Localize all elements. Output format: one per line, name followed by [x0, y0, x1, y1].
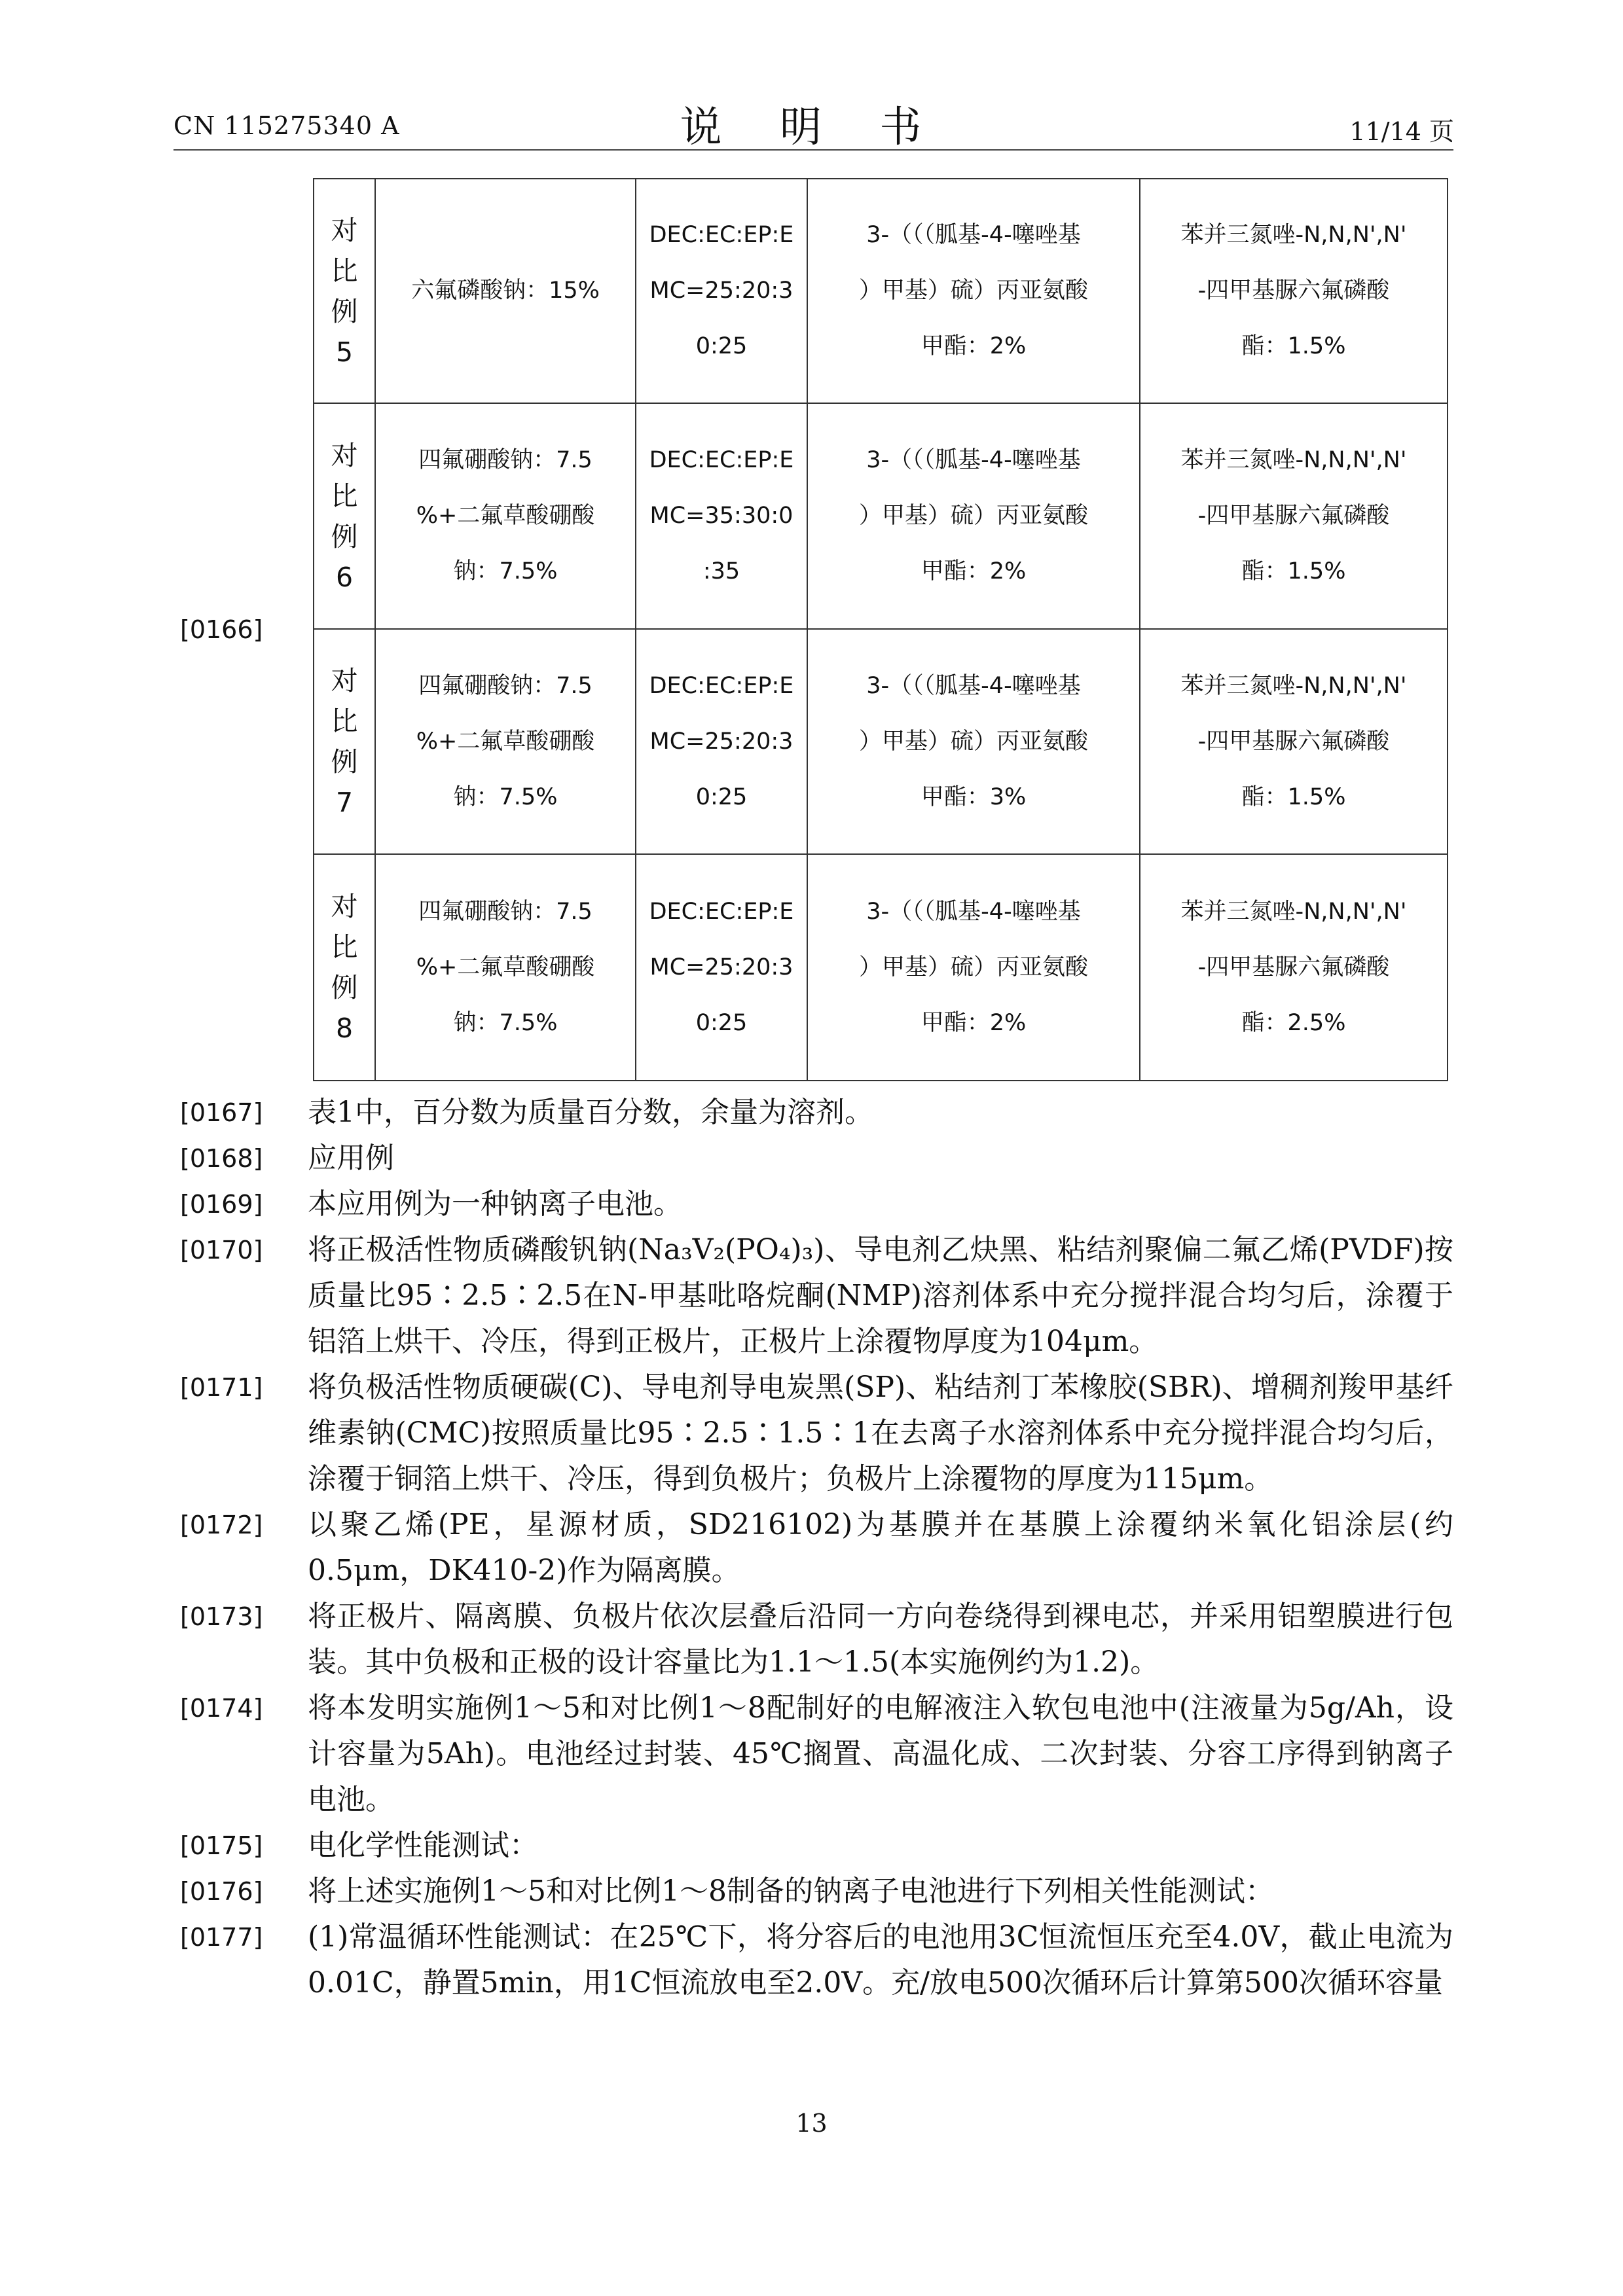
paragraph [180, 1869, 1453, 1914]
additive1-cell: 3-（（（胍基-4-噻唑基 ）甲基）硫）丙亚氨酸 甲酯：3% [807, 629, 1140, 854]
additive1-cell: 3-（（（胍基-4-噻唑基 ）甲基）硫）丙亚氨酸 甲酯：2% [807, 179, 1140, 403]
salt-cell: 四氟硼酸钠：7.5 %+二氟草酸硼酸 钠：7.5% [375, 854, 636, 1081]
paragraph [180, 1594, 1453, 1685]
table-row [314, 854, 1448, 1081]
paragraph-text: (1)常温循环性能测试：在25℃下，将分容后的电池用3C恒流恒压充至4.0V，截止电流为0.01C，静置5min，用1C恒流放电至2.0V。充/放电500次循环后计算第500次循环容量 [308, 1920, 1453, 2000]
paragraph-text: 电化学性能测试： [308, 1829, 538, 1862]
paragraph-number: [0170] [180, 1236, 263, 1265]
additive1-cell: 3-（（（胍基-4-噻唑基 ）甲基）硫）丙亚氨酸 甲酯：2% [807, 403, 1140, 629]
table-row [314, 629, 1448, 854]
paragraph [180, 1227, 1453, 1365]
paragraph-number: [0167] [180, 1098, 263, 1127]
patent-number: CN 115275340 A [173, 111, 400, 140]
additive1-cell: 3-（（（胍基-4-噻唑基 ）甲基）硫）丙亚氨酸 甲酯：2% [807, 854, 1140, 1081]
paragraph-number: [0172] [180, 1511, 263, 1539]
paragraph-text: 将负极活性物质硬碳(C)、导电剂导电炭黑(SP)、粘结剂丁苯橡胶(SBR)、增稠剂羧甲基纤维素钠(CMC)按照质量比95∶2.5∶1.5∶1在去离子水溶剂体系中充分搅拌混合均匀后，涂覆于铜箔上烘干、冷压，得到负极片；负极片上涂覆物的厚度为115μm。 [308, 1371, 1453, 1496]
paragraph [180, 1685, 1453, 1823]
table-paragraph-number: [0166] [180, 615, 263, 644]
salt-cell: 六氟磷酸钠：15% [375, 179, 636, 403]
solvent-cell: DEC:EC:EP:E MC=25:20:3 0:25 [636, 629, 807, 854]
row-label: 对 比 例 7 [314, 629, 375, 854]
paragraph [180, 1914, 1453, 2006]
paragraph-text: 将正极片、隔离膜、负极片依次层叠后沿同一方向卷绕得到裸电芯，并采用铝塑膜进行包装。其中负极和正极的设计容量比为1.1～1.5(本实施例约为1.2)。 [308, 1600, 1453, 1679]
table-row [314, 403, 1448, 629]
header-divider [173, 149, 1453, 151]
paragraph-number: [0176] [180, 1877, 263, 1906]
paragraph [180, 1823, 1453, 1869]
paragraph-number: [0173] [180, 1602, 263, 1631]
paragraph-text: 表1中，百分数为质量百分数，余量为溶剂。 [308, 1096, 873, 1129]
solvent-cell: DEC:EC:EP:E MC=25:20:3 0:25 [636, 854, 807, 1081]
paragraph [180, 1365, 1453, 1502]
additive2-cell: 苯并三氮唑-N,N,N',N' -四甲基脲六氟磷酸 酯：1.5% [1140, 179, 1448, 403]
paragraph-text: 将正极活性物质磷酸钒钠(Na₃V₂(PO₄)₃)、导电剂乙炔黑、粘结剂聚偏二氟乙烯(PVDF)按质量比95∶2.5∶2.5在N-甲基吡咯烷酮(NMP)溶剂体系中充分搅拌混合均匀后，涂覆于铝箔上烘干、冷压，得到正极片，正极片上涂覆物厚度为104μm。 [308, 1233, 1453, 1358]
salt-cell: 四氟硼酸钠：7.5 %+二氟草酸硼酸 钠：7.5% [375, 629, 636, 854]
paragraph [180, 1502, 1453, 1594]
paragraph-number: [0175] [180, 1831, 263, 1860]
solvent-cell: DEC:EC:EP:E MC=35:30:0 :35 [636, 403, 807, 629]
paragraph-text: 本应用例为一种钠离子电池。 [308, 1187, 682, 1221]
salt-cell: 四氟硼酸钠：7.5 %+二氟草酸硼酸 钠：7.5% [375, 403, 636, 629]
row-label: 对 比 例 5 [314, 179, 375, 403]
paragraph-number: [0168] [180, 1144, 263, 1173]
paragraph-text: 将本发明实施例1～5和对比例1～8配制好的电解液注入软包电池中(注液量为5g/Ah，设计容量为5Ah)。电池经过封装、45℃搁置、高温化成、二次封装、分容工序得到钠离子电池。 [308, 1691, 1453, 1816]
row-label: 对 比 例 8 [314, 854, 375, 1081]
page-number: 13 [795, 2109, 828, 2138]
paragraph [180, 1181, 1453, 1227]
additive2-cell: 苯并三氮唑-N,N,N',N' -四甲基脲六氟磷酸 酯：1.5% [1140, 629, 1448, 854]
solvent-cell: DEC:EC:EP:E MC=25:20:3 0:25 [636, 179, 807, 403]
paragraph-text: 应用例 [308, 1141, 394, 1175]
document-title: 说 明 书 [680, 103, 944, 152]
comparison-table [313, 178, 1448, 1081]
page-indicator: 11/14 页 [1349, 117, 1454, 146]
paragraph-number: [0177] [180, 1923, 263, 1952]
additive2-cell: 苯并三氮唑-N,N,N',N' -四甲基脲六氟磷酸 酯：1.5% [1140, 403, 1448, 629]
table-row [314, 179, 1448, 403]
paragraph [180, 1090, 1453, 1136]
paragraph-number: [0169] [180, 1190, 263, 1219]
paragraph-text: 以聚乙烯(PE，星源材质，SD216102)为基膜并在基膜上涂覆纳米氧化铝涂层(约0.5μm，DK410-2)作为隔离膜。 [308, 1508, 1453, 1587]
additive2-cell: 苯并三氮唑-N,N,N',N' -四甲基脲六氟磷酸 酯：2.5% [1140, 854, 1448, 1081]
body-text [180, 1090, 1453, 2006]
paragraph-number: [0171] [180, 1373, 263, 1402]
paragraph [180, 1136, 1453, 1181]
row-label: 对 比 例 6 [314, 403, 375, 629]
paragraph-number: [0174] [180, 1694, 263, 1723]
paragraph-text: 将上述实施例1～5和对比例1～8制备的钠离子电池进行下列相关性能测试： [308, 1874, 1274, 1908]
